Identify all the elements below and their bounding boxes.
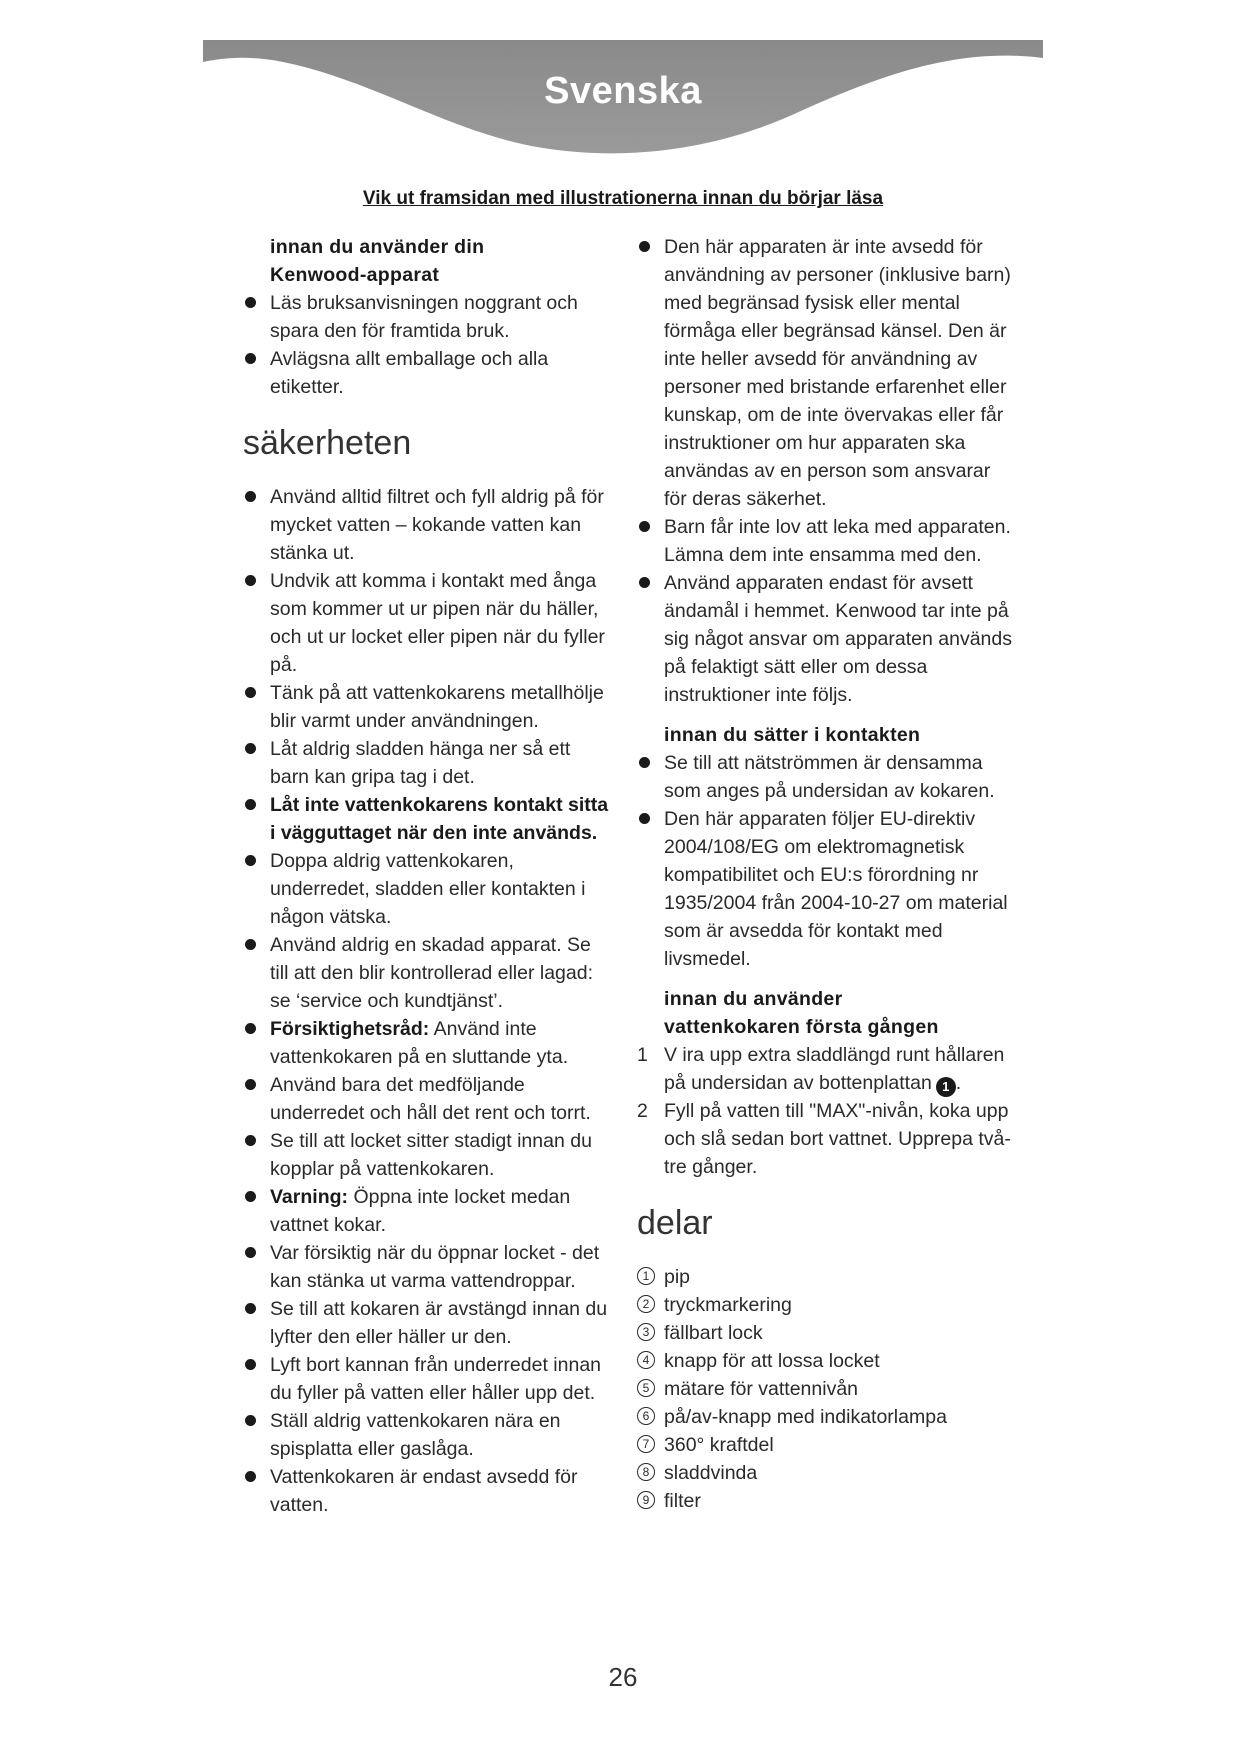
list-item: Undvik att komma i kontakt med ånga som kommer ut ur pipen när du häller, och ut ur locket eller pipen när du fyller på. (243, 567, 613, 679)
bullet-icon (245, 743, 256, 754)
list-item: Ställ aldrig vattenkokaren nära en spisplatta eller gaslåga. (243, 1407, 613, 1463)
list-item: Se till att locket sitter stadigt innan du kopplar på vattenkokaren. (243, 1127, 613, 1183)
bullet-icon (245, 1471, 256, 1482)
part-item: 1 pip (637, 1263, 1017, 1291)
part-number-icon: 1 (637, 1267, 655, 1285)
bullet-icon (245, 1415, 256, 1426)
first-use-heading: innan du använder vattenkokaren första gången (664, 988, 939, 1038)
list-item: Använd aldrig en skadad apparat. Se till att den blir kontrollerad eller lagad: se ‘service och kundtjänst’. (243, 931, 613, 1015)
list-item-bold: Låt inte vattenkokarens kontakt sitta i vägguttaget när den inte används. (243, 791, 613, 847)
part-item: 6 på/av-knapp med indikatorlampa (637, 1403, 1017, 1431)
part-item: 4 knapp för att lossa locket (637, 1347, 1017, 1375)
list-item: Varning: Öppna inte locket medan vattnet kokar. (243, 1183, 613, 1239)
part-number-icon: 7 (637, 1435, 655, 1453)
warning-label: Varning: (270, 1186, 349, 1208)
safety-title: säkerheten (243, 424, 412, 462)
bullet-icon (245, 799, 256, 810)
part-number-icon: 3 (637, 1323, 655, 1341)
list-item: Avlägsna allt emballage och alla etiketter. (243, 345, 613, 401)
list-item: Försiktighetsråd: Använd inte vattenkokaren på en sluttande yta. (243, 1015, 613, 1071)
list-item: Tänk på att vattenkokarens metallhölje blir varmt under användningen. (243, 679, 613, 735)
bullet-icon (245, 1303, 256, 1314)
part-item: 8 sladdvinda (637, 1459, 1017, 1487)
list-item: Använd alltid filtret och fyll aldrig på för mycket vatten – kokande vatten kan stänka ut. (243, 483, 613, 567)
step-number: 2 (637, 1100, 648, 1122)
bullet-icon (245, 1247, 256, 1258)
bullet-icon (245, 939, 256, 950)
list-item: Se till att kokaren är avstängd innan du lyfter den eller häller ur den. (243, 1295, 613, 1351)
step-item: 2 Fyll på vatten till "MAX"-nivån, koka upp och slå sedan bort vattnet. Upprepa två-tre gånger. (637, 1097, 1017, 1181)
bullet-icon (639, 521, 650, 532)
part-number-icon: 4 (637, 1351, 655, 1369)
step-number: 1 (637, 1044, 648, 1066)
list-item: Vattenkokaren är endast avsedd för vatten. (243, 1463, 613, 1519)
part-item: 2 tryckmarkering (637, 1291, 1017, 1319)
bullet-icon (245, 1023, 256, 1034)
bullet-icon (245, 1359, 256, 1370)
bullet-icon (639, 757, 650, 768)
bullet-icon (245, 1191, 256, 1202)
fold-out-notice: Vik ut framsidan med illustrationerna innan du börjar läsa (362, 188, 884, 209)
page-number: 26 (608, 1662, 638, 1692)
bullet-icon (245, 1079, 256, 1090)
bullet-icon (245, 687, 256, 698)
right-column (637, 233, 1017, 1515)
bullet-icon (245, 855, 256, 866)
parts-title: delar (637, 1204, 713, 1242)
page-title: Svenska (544, 70, 702, 112)
list-item: Den här apparaten följer EU-direktiv 2004/108/EG om elektromagnetisk kompatibilitet och EU:s förordning nr 1935/2004 från 2004-10-27 om material som är avsedda för kontakt med livsmedel. (637, 805, 1017, 973)
list-item: Se till att nätströmmen är densamma som anges på undersidan av kokaren. (637, 749, 1017, 805)
step-item: 1 V ira upp extra sladdlängd runt hållaren på undersidan av bottenplattan 1 . (637, 1041, 1017, 1097)
illustration-ref-badge: 1 (936, 1077, 956, 1097)
part-item: 3 fällbart lock (637, 1319, 1017, 1347)
bullet-icon (245, 491, 256, 502)
part-number-icon: 6 (637, 1407, 655, 1425)
intro-heading: innan du använder din Kenwood-apparat (270, 236, 485, 286)
part-item: 7 360° kraftdel (637, 1431, 1017, 1459)
part-number-icon: 2 (637, 1295, 655, 1313)
part-number-icon: 9 (637, 1491, 655, 1509)
list-item: Doppa aldrig vattenkokaren, underredet, sladden eller kontakten i någon vätska. (243, 847, 613, 931)
plug-heading: innan du sätter i kontakten (664, 724, 921, 746)
bullet-icon (639, 577, 650, 588)
part-number-icon: 5 (637, 1379, 655, 1397)
bullet-icon (639, 813, 650, 824)
bullet-icon (245, 353, 256, 364)
list-item: Var försiktig när du öppnar locket - det kan stänka ut varma vattendroppar. (243, 1239, 613, 1295)
list-item: Den här apparaten är inte avsedd för användning av personer (inklusive barn) med begränsad fysisk eller mental förmåga eller begränsad känsel. Den är inte heller avsedd för användning av personer med bristande erfarenhet eller kunskap, om de inte övervakas eller får instruktioner om hur apparaten ska användas av en person som ansvarar för deras säkerhet. (637, 233, 1017, 513)
list-item: Använd apparaten endast för avsett ändamål i hemmet. Kenwood tar inte på sig något ansvar om apparaten används på felaktigt sätt eller om dessa instruktioner inte följs. (637, 569, 1017, 709)
part-item: 9 filter (637, 1487, 1017, 1515)
bullet-icon (245, 1135, 256, 1146)
part-number-icon: 8 (637, 1463, 655, 1481)
left-column (243, 233, 613, 1519)
bullet-icon (639, 241, 650, 252)
bullet-icon (245, 297, 256, 308)
list-item: Läs bruksanvisningen noggrant och spara den för framtida bruk. (243, 289, 613, 345)
list-item: Använd bara det medföljande underredet och håll det rent och torrt. (243, 1071, 613, 1127)
part-item: 5 mätare för vattennivån (637, 1375, 1017, 1403)
list-item: Låt aldrig sladden hänga ner så ett barn kan gripa tag i det. (243, 735, 613, 791)
bullet-icon (245, 575, 256, 586)
caution-label: Försiktighetsråd: (270, 1018, 430, 1040)
list-item: Lyft bort kannan från underredet innan du fyller på vatten eller håller upp det. (243, 1351, 613, 1407)
list-item: Barn får inte lov att leka med apparaten. Lämna dem inte ensamma med den. (637, 513, 1017, 569)
